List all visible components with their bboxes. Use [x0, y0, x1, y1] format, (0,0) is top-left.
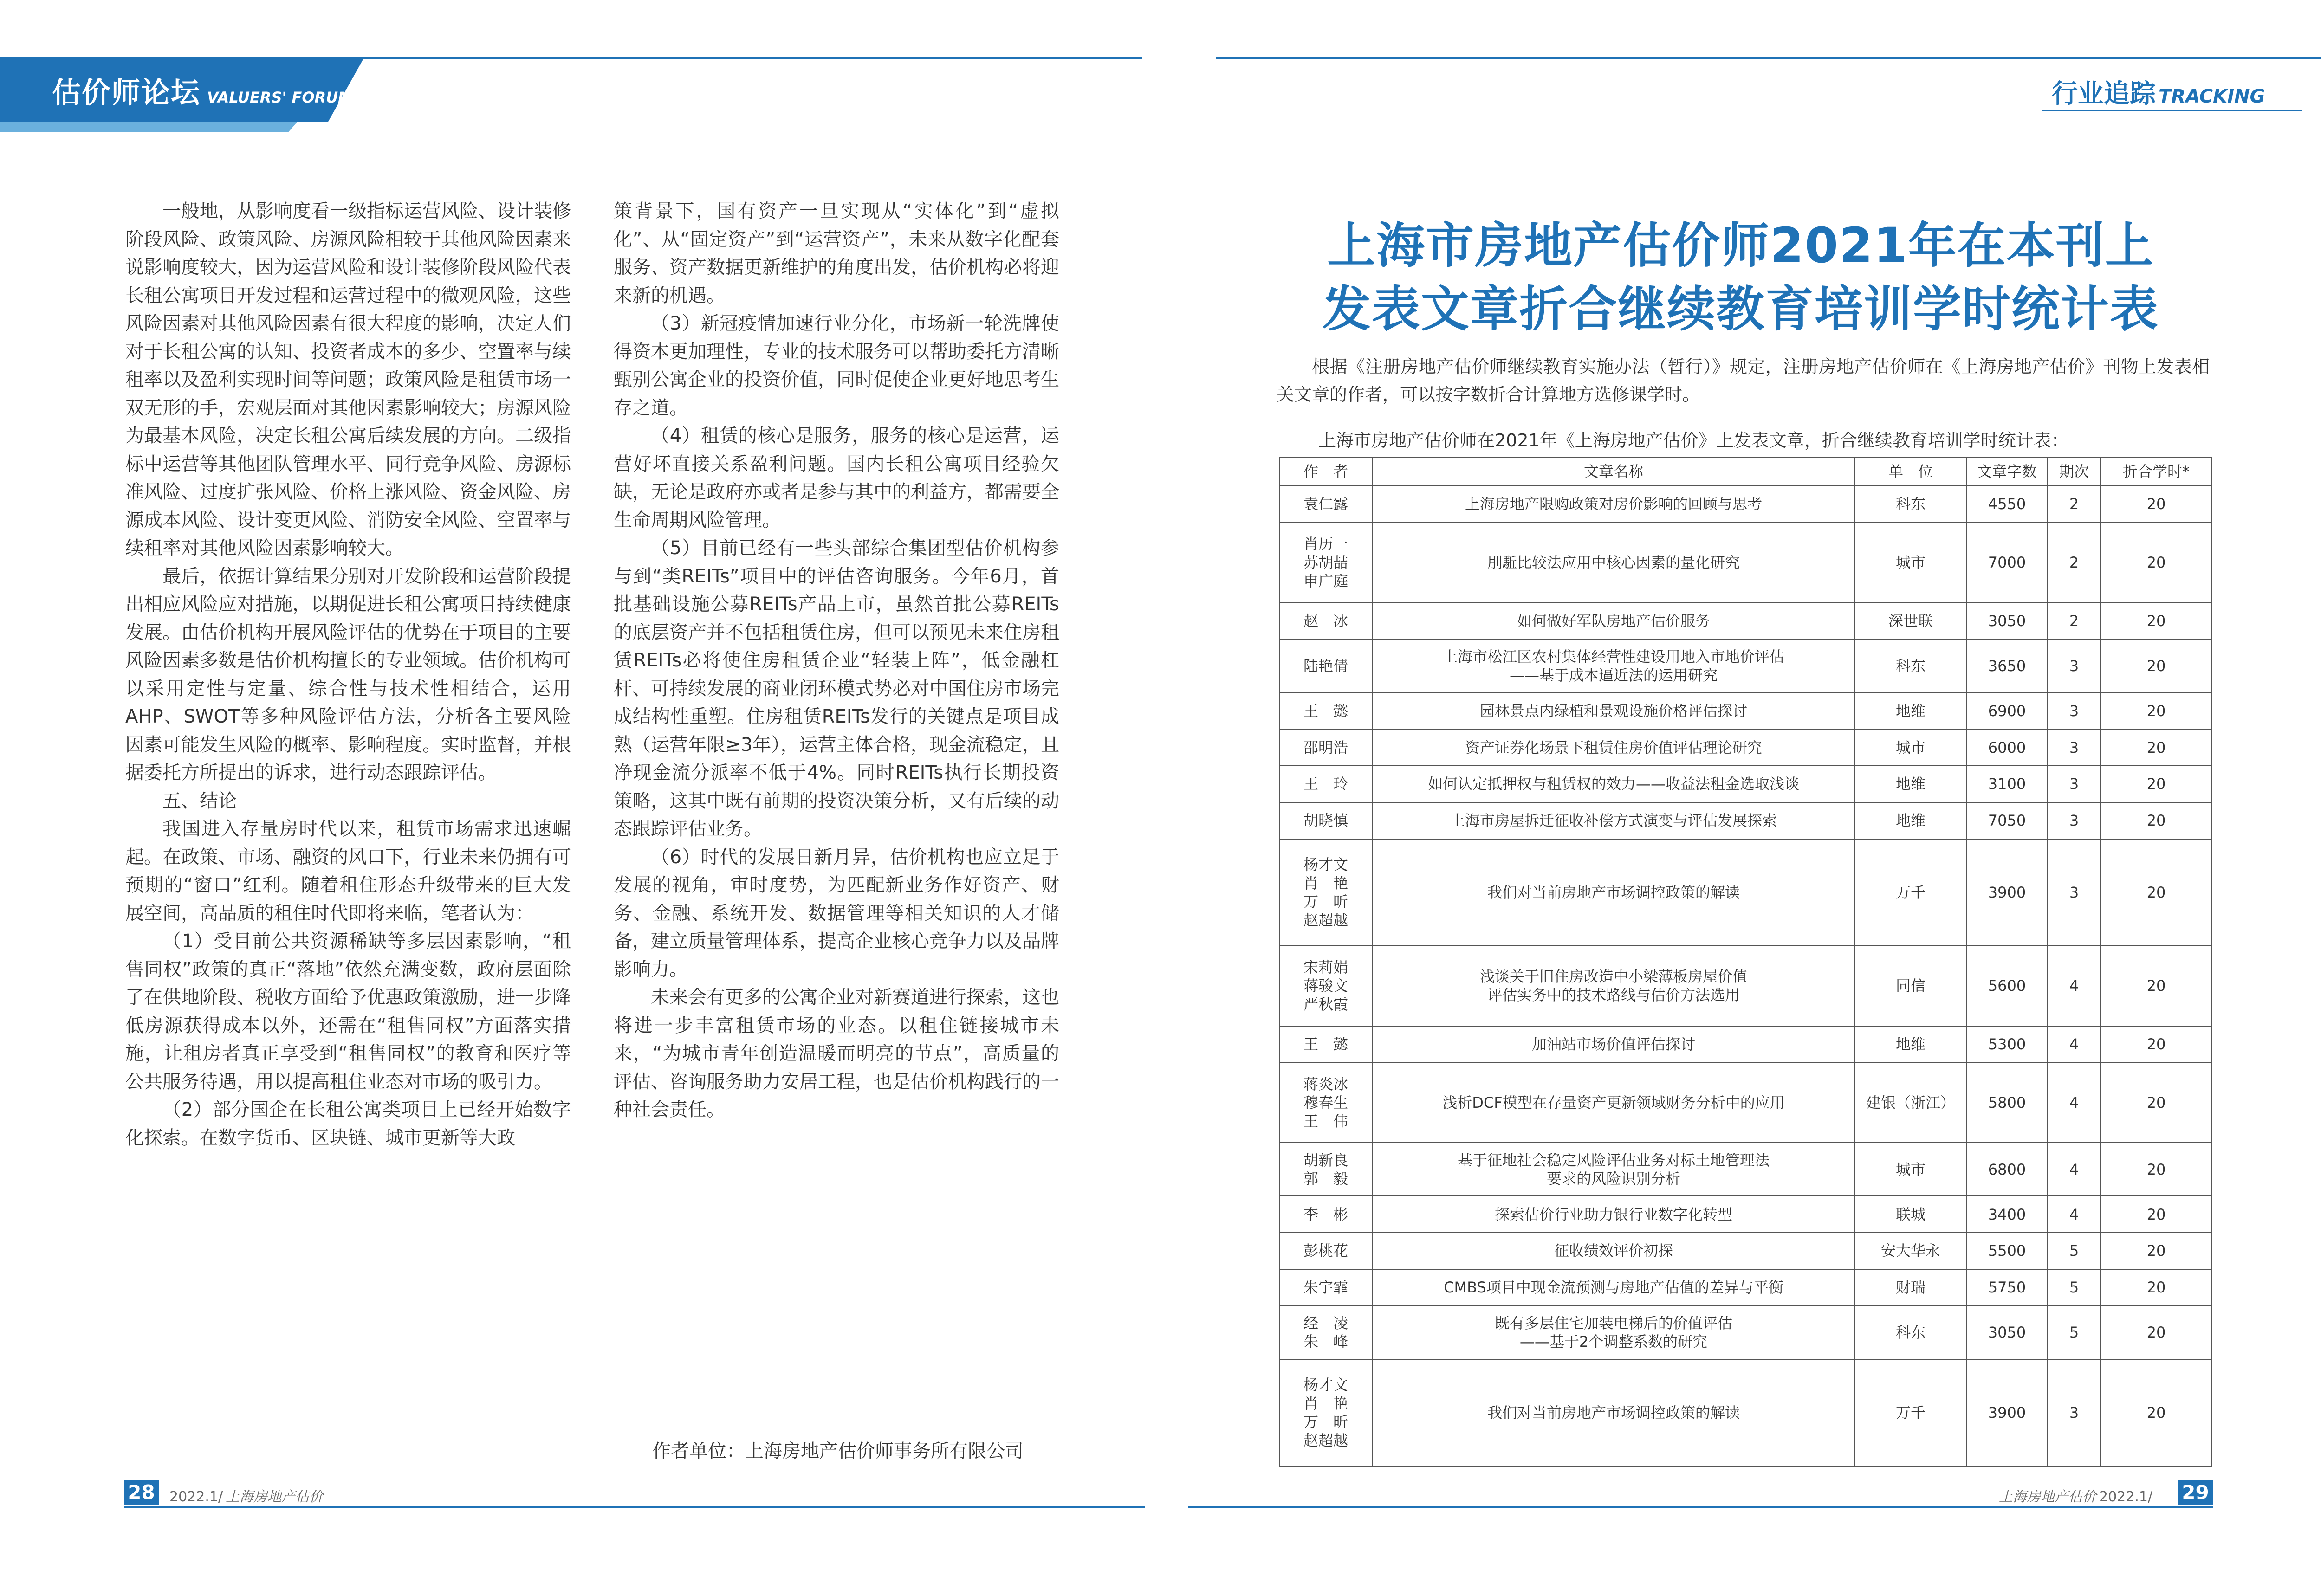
author-name: 胡晓慎: [1303, 812, 1348, 830]
table-header-row: [1279, 457, 2212, 486]
col-header-unit: 单 位: [1855, 457, 1966, 486]
paragraph: 一般地，从影响度看一级指标运营风险、设计装修阶段风险、政策风险、房源风险相较于其他风险因素来说影响度较大，因为运营风险和设计装修阶段风险代表长租公寓项目开发过程和运营过程中的微观风险，这些风险因素对其他风险因素有很大程度的影响，决定人们对于长租公寓的认知、投资者成本的多少、空置率与续租率以及盈利实现时间等问题；政策风险是租赁市场一双无形的手，宏观层面对其他因素影响较大；房源风险为最基本风险，决定长租公寓后续发展的方向。二级指标中运营等其他团队管理水平、同行竞争风险、房源标准风险、过度扩张风险、价格上涨风险、资金风险、房源成本风险、设计变更风险、消防安全风险、空置率与续租率对其他风险因素影响较大。: [125, 200, 571, 559]
cell-word-count: 5750: [1966, 1269, 2048, 1306]
cell-article-title: [1372, 1269, 1855, 1306]
cell-article-title: [1372, 946, 1855, 1026]
section-title-cn: 估价师论坛: [52, 76, 201, 110]
cell-article-title: [1372, 602, 1855, 639]
cell-credit-hours: 20: [2101, 1269, 2212, 1306]
cell-article-title: [1372, 729, 1855, 766]
table-row: [1279, 639, 2212, 692]
cell-unit: 财瑞: [1855, 1269, 1966, 1306]
author-name: 赵超越: [1303, 1431, 1348, 1449]
cell-author: [1279, 1305, 1372, 1359]
table-row: [1279, 946, 2212, 1026]
cell-word-count: 5600: [1966, 946, 2048, 1026]
article-title-line: 浅谈关于旧住房改造中小梁薄板房屋价值: [1479, 968, 1747, 986]
cell-credit-hours: 20: [2101, 1143, 2212, 1196]
article-title-line: ——基于成本逼近法的运用研究: [1509, 666, 1718, 684]
cell-word-count: 6800: [1966, 1143, 2048, 1196]
cell-issue: 2: [2048, 486, 2101, 523]
paragraph: （3）新冠疫情加速行业分化，市场新一轮洗牌使得资本更加理性，专业的技术服务可以帮助委托方清晰甄别公寓企业的投资价值，同时促使企业更好地思考生存之道。: [614, 313, 1059, 419]
author-name: 郭 毅: [1303, 1170, 1348, 1188]
article-title-line: 评估实务中的技术路线与估价方法选用: [1487, 986, 1740, 1004]
cell-issue: 3: [2048, 839, 2101, 946]
cell-word-count: 7000: [1966, 523, 2048, 603]
cell-issue: 4: [2048, 1026, 2101, 1063]
cell-unit: 地维: [1855, 766, 1966, 802]
footer-rule-left: [124, 1506, 1145, 1508]
cell-unit: 城市: [1855, 523, 1966, 603]
cell-issue: 3: [2048, 766, 2101, 802]
cell-word-count: 3650: [1966, 639, 2048, 692]
paragraph: 未来会有更多的公寓企业对新赛道进行探索，这也将进一步丰富租赁市场的业态。以租住链接城市未来，“为城市青年创造温暖而明亮的节点”，高质量的评估、咨询服务助力安居工程，也是估价机构践行的一种社会责任。: [614, 987, 1059, 1120]
cell-unit: 科东: [1855, 1305, 1966, 1359]
author-affiliation: 作者单位：上海房地产估价师事务所有限公司: [652, 1441, 1024, 1462]
cell-word-count: 3900: [1966, 839, 2048, 946]
cell-unit: 联城: [1855, 1196, 1966, 1233]
section-title-right: [2052, 73, 2265, 110]
author-name: 肖 艳: [1303, 874, 1348, 892]
cell-credit-hours: 20: [2101, 692, 2212, 729]
article-intro: 根据《注册房地产估价师继续教育实施办法（暂行）》规定，注册房地产估价师在《上海房地产估价》刊物上发表相关文章的作者，可以按字数折合计算地方选修课学时。: [1277, 356, 2210, 405]
cell-author: [1279, 639, 1372, 692]
author-name: 赵 冰: [1303, 612, 1348, 630]
article-title-line: 上海市松江区农村集体经营性建设用地入市地价评估: [1442, 647, 1784, 666]
author-name: 袁仁露: [1303, 495, 1348, 513]
cell-author: [1279, 1269, 1372, 1306]
table-row: [1279, 1143, 2212, 1196]
cell-author: [1279, 692, 1372, 729]
cell-issue: 2: [2048, 523, 2101, 603]
author-name: 邵明浩: [1303, 738, 1348, 756]
article-title-line: 园林景点内绿植和景观设施价格评估探讨: [1479, 702, 1747, 720]
cell-word-count: 3900: [1966, 1359, 2048, 1466]
cell-unit: 城市: [1855, 1143, 1966, 1196]
cell-unit: 建银（浙江）: [1855, 1062, 1966, 1143]
cell-article-title: [1372, 639, 1855, 692]
cell-issue: 3: [2048, 729, 2101, 766]
credit-hours-table: [1279, 457, 2212, 1467]
paragraph: 最后，依据计算结果分别对开发阶段和运营阶段提出相应风险应对措施，以期促进长租公寓项目持续健康发展。由估价机构开展风险评估的优势在于项目的主要风险因素多数是估价机构擅长的专业领域。估价机构可以采用定性与定量、综合性与技术性相结合，运用AHP、SWOT等多种风险评估方法，分析各主要风险因素可能发生风险的概率、影响程度。实时监督，并根据委托方所提出的诉求，进行动态跟踪评估。: [125, 565, 571, 783]
section-banner-accent: [0, 122, 297, 132]
table-row: [1279, 1062, 2212, 1143]
article-title-line: 探索估价行业助力银行业数字化转型: [1494, 1205, 1732, 1223]
author-name: 蒋骏文: [1303, 977, 1348, 995]
footer-right: [1996, 1485, 2152, 1506]
paragraph: （5）目前已经有一些头部综合集团型估价机构参与到“类REITs”项目中的评估咨询服务。今年6月，首批基础设施公募REITs产品上市，虽然首批公募REITs的底层资产并不包括租赁住房，但可以预见未来住房租赁REITs必将使住房租赁企业“轻装上阵”，低金融杠杆、可持续发展的商业闭环模式势必对中国住房市场完成结构性重塑。住房租赁REITs发行的关键点是项目成熟（运营年限≥3年），运营主体合格，现金流稳定，且净现金流分派率不低于4%。同时REITs执行长期投资策略，这其中既有前期的投资决策分析，又有后续的动态跟踪评估业务。: [614, 537, 1059, 840]
cell-issue: 2: [2048, 602, 2101, 639]
cell-unit: 城市: [1855, 729, 1966, 766]
article-title-line-1: 上海市房地产估价师2021年在本刊上: [1327, 217, 2154, 274]
header-rule-right: [1216, 57, 2321, 59]
author-name: 彭桃花: [1303, 1242, 1348, 1260]
cell-issue: 4: [2048, 946, 2101, 1026]
cell-credit-hours: 20: [2101, 729, 2212, 766]
col-header-issue: 期次: [2048, 457, 2101, 486]
section-title-right-en: TRACKING: [2159, 86, 2265, 107]
table-row: [1279, 1305, 2212, 1359]
cell-author: [1279, 1233, 1372, 1269]
left-text-column: [125, 197, 571, 1152]
page-number-right: 29: [2178, 1480, 2213, 1505]
cell-article-title: [1372, 766, 1855, 802]
right-text-column: [614, 197, 1059, 1124]
cell-unit: 地维: [1855, 802, 1966, 839]
table-row: [1279, 692, 2212, 729]
cell-article-title: [1372, 1026, 1855, 1063]
footer-magazine-name: 上海房地产估价: [1999, 1489, 2096, 1505]
cell-article-title: [1372, 1233, 1855, 1269]
cell-author: [1279, 523, 1372, 603]
cell-author: [1279, 1143, 1372, 1196]
article-title-line: 如何做好军队房地产估价服务: [1517, 612, 1710, 630]
cell-issue: 5: [2048, 1305, 2101, 1359]
article-title-line: 上海市房屋拆迁征收补偿方式演变与评估发展探索: [1450, 812, 1777, 830]
cell-credit-hours: 20: [2101, 946, 2212, 1026]
footer-rule-right: [1188, 1506, 2213, 1508]
cell-unit: 深世联: [1855, 602, 1966, 639]
article-title-line: 浅析DCF模型在存量资产更新领域财务分析中的应用: [1442, 1093, 1785, 1111]
article-title-line: ——基于2个调整系数的研究: [1519, 1333, 1708, 1351]
cell-word-count: 5300: [1966, 1026, 2048, 1063]
table-row: [1279, 839, 2212, 946]
section-title-en: VALUERS' FORUM: [207, 89, 353, 106]
cell-word-count: 5500: [1966, 1233, 2048, 1269]
cell-unit: 科东: [1855, 639, 1966, 692]
col-header-author: 作 者: [1279, 457, 1372, 486]
cell-unit: 地维: [1855, 692, 1966, 729]
table-row: [1279, 1359, 2212, 1466]
table-row: [1279, 1233, 2212, 1269]
author-name: 肖历一: [1303, 535, 1348, 553]
paragraph: 我国进入存量房时代以来，租赁市场需求迅速崛起。在政策、市场、融资的风口下，行业未来仍拥有可预期的“窗口”红利。随着租住形态升级带来的巨大发展空间，高品质的租住时代即将来临，笔者认为：: [125, 818, 571, 924]
table-row: [1279, 1269, 2212, 1306]
author-name: 朱 峰: [1303, 1333, 1348, 1351]
author-name: 申广庭: [1303, 572, 1348, 590]
article-title-line: 我们对当前房地产市场调控政策的解读: [1487, 883, 1740, 901]
paragraph: （4）租赁的核心是服务，服务的核心是运营，运营好坏直接关系盈利问题。国内长租公寓项目经验欠缺，无论是政府亦或者是参与其中的利益方，都需要全生命周期风险管理。: [614, 425, 1059, 531]
cell-word-count: 6900: [1966, 692, 2048, 729]
cell-word-count: 3050: [1966, 602, 2048, 639]
article-title-line: 刖駈比较法应用中核心因素的量化研究: [1487, 554, 1740, 572]
article-title-line: 我们对当前房地产市场调控政策的解读: [1487, 1403, 1740, 1422]
cell-issue: 4: [2048, 1062, 2101, 1143]
author-name: 王 玲: [1303, 775, 1348, 793]
table-caption: 上海市房地产估价师在2021年《上海房地产估价》上发表文章，折合继续教育培训学时统计表：: [1318, 430, 2069, 451]
cell-issue: 5: [2048, 1269, 2101, 1306]
table-row: [1279, 1196, 2212, 1233]
cell-author: [1279, 1026, 1372, 1063]
cell-issue: 3: [2048, 692, 2101, 729]
footer-left: [169, 1485, 326, 1506]
article-title-line: CMBS项目中现金流预测与房地产估值的差异与平衡: [1444, 1279, 1783, 1297]
cell-unit: 同信: [1855, 946, 1966, 1026]
cell-author: [1279, 1062, 1372, 1143]
article-title-line: 资产证券化场景下租赁住房价值评估理论研究: [1465, 738, 1762, 756]
author-name: 宋莉娟: [1303, 958, 1348, 976]
cell-article-title: [1372, 1359, 1855, 1466]
cell-word-count: 7050: [1966, 802, 2048, 839]
cell-credit-hours: 20: [2101, 1305, 2212, 1359]
cell-article-title: [1372, 839, 1855, 946]
author-name: 王 懿: [1303, 1035, 1348, 1053]
table-row: [1279, 486, 2212, 523]
cell-word-count: 3400: [1966, 1196, 2048, 1233]
section-title-right-rule: [2042, 110, 2302, 111]
author-name: 万 昕: [1303, 892, 1348, 911]
cell-author: [1279, 486, 1372, 523]
cell-unit: 科东: [1855, 486, 1966, 523]
author-name: 苏胡喆: [1303, 554, 1348, 572]
article-title-line: 如何认定抵押权与租赁权的效力——收益法租金选取浅谈: [1427, 775, 1799, 793]
cell-unit: 万千: [1855, 1359, 1966, 1466]
cell-author: [1279, 602, 1372, 639]
author-name: 穆春生: [1303, 1093, 1348, 1111]
cell-article-title: [1372, 1196, 1855, 1233]
article-title-line: 既有多层住宅加装电梯后的价值评估: [1494, 1314, 1732, 1332]
cell-author: [1279, 1359, 1372, 1466]
author-name: 胡新良: [1303, 1151, 1348, 1169]
article-title-line: 上海房地产限购政策对房价影响的回顾与思考: [1465, 495, 1762, 513]
cell-credit-hours: 20: [2101, 486, 2212, 523]
author-name: 李 彬: [1303, 1205, 1348, 1223]
section-title-left: [52, 70, 353, 111]
article-title-line-2: 发表文章折合继续教育培训学时统计表: [1322, 281, 2159, 337]
footer-issue: 2022.1/: [169, 1489, 223, 1505]
footer-issue: 2022.1/: [2099, 1489, 2153, 1505]
table-row: [1279, 729, 2212, 766]
author-name: 经 凌: [1303, 1314, 1348, 1332]
cell-credit-hours: 20: [2101, 1233, 2212, 1269]
cell-issue: 3: [2048, 802, 2101, 839]
author-name: 王 懿: [1303, 702, 1348, 720]
cell-credit-hours: 20: [2101, 639, 2212, 692]
footer-magazine-name: 上海房地产估价: [226, 1489, 324, 1505]
cell-article-title: [1372, 486, 1855, 523]
cell-issue: 3: [2048, 639, 2101, 692]
cell-word-count: 3100: [1966, 766, 2048, 802]
cell-author: [1279, 839, 1372, 946]
cell-word-count: 6000: [1966, 729, 2048, 766]
cell-unit: 地维: [1855, 1026, 1966, 1063]
col-header-hours: 折合学时*: [2101, 457, 2212, 486]
paragraph: （6）时代的发展日新月异，估价机构也应立足于发展的视角，审时度势，为匹配新业务作好资产、财务、金融、系统开发、数据管理等相关知识的人才储备，建立质量管理体系，提高企业核心竞争力以及品牌影响力。: [614, 846, 1059, 980]
table-row: [1279, 802, 2212, 839]
author-name: 肖 艳: [1303, 1394, 1348, 1412]
table-row: [1279, 766, 2212, 802]
cell-article-title: [1372, 802, 1855, 839]
paragraph: （2）部分国企在长租公寓类项目上已经开始数字化探索。在数字货币、区块链、城市更新等大政: [125, 1099, 571, 1149]
cell-author: [1279, 1196, 1372, 1233]
cell-unit: 安大华永: [1855, 1233, 1966, 1269]
cell-credit-hours: 20: [2101, 523, 2212, 603]
cell-credit-hours: 20: [2101, 1359, 2212, 1466]
table-row: [1279, 602, 2212, 639]
cell-credit-hours: 20: [2101, 1196, 2212, 1233]
author-name: 朱宇霏: [1303, 1279, 1348, 1297]
article-title-line: 要求的风险识别分析: [1546, 1170, 1680, 1188]
cell-issue: 5: [2048, 1233, 2101, 1269]
cell-article-title: [1372, 1062, 1855, 1143]
article-title-line: 征收绩效评价初探: [1554, 1242, 1673, 1260]
author-name: 蒋炎冰: [1303, 1075, 1348, 1093]
cell-author: [1279, 729, 1372, 766]
author-name: 杨才文: [1303, 1376, 1348, 1394]
cell-article-title: [1372, 1305, 1855, 1359]
cell-issue: 4: [2048, 1143, 2101, 1196]
cell-credit-hours: 20: [2101, 602, 2212, 639]
section-title-right-cn: 行业追踪: [2052, 79, 2156, 109]
cell-article-title: [1372, 692, 1855, 729]
table-row: [1279, 1026, 2212, 1063]
article-title-line: 加油站市场价值评估探讨: [1531, 1035, 1695, 1053]
cell-credit-hours: 20: [2101, 1026, 2212, 1063]
page-number-left: 28: [124, 1480, 159, 1505]
cell-unit: 万千: [1855, 839, 1966, 946]
cell-word-count: 3050: [1966, 1305, 2048, 1359]
author-name: 陆艳倩: [1303, 657, 1348, 675]
article-title-line: 基于征地社会稳定风险评估业务对标土地管理法: [1457, 1151, 1770, 1169]
author-name: 严秋霞: [1303, 995, 1348, 1014]
cell-word-count: 4550: [1966, 486, 2048, 523]
author-name: 王 伟: [1303, 1112, 1348, 1130]
cell-article-title: [1372, 1143, 1855, 1196]
cell-issue: 3: [2048, 1359, 2101, 1466]
cell-credit-hours: 20: [2101, 1062, 2212, 1143]
cell-credit-hours: 20: [2101, 802, 2212, 839]
cell-word-count: 5800: [1966, 1062, 2048, 1143]
paragraph: 策背景下，国有资产一旦实现从“实体化”到“虚拟化”、从“固定资产”到“运营资产”，未来从数字化配套服务、资产数据更新维护的角度出发，估价机构必将迎来新的机遇。: [614, 200, 1059, 306]
author-name: 杨才文: [1303, 855, 1348, 873]
cell-author: [1279, 946, 1372, 1026]
col-header-title: 文章名称: [1372, 457, 1855, 486]
cell-credit-hours: 20: [2101, 839, 2212, 946]
col-header-words: 文章字数: [1966, 457, 2048, 486]
paragraph: （1）受目前公共资源稀缺等多层因素影响，“租售同权”政策的真正“落地”依然充满变数，政府层面除了在供地阶段、税收方面给予优惠政策激励，进一步降低房源获得成本以外，还需在“租售同权”方面落实措施，让租房者真正享受到“租售同权”的教育和医疗等公共服务待遇，用以提高租住业态对市场的吸引力。: [125, 930, 571, 1092]
cell-article-title: [1372, 523, 1855, 603]
author-name: 赵超越: [1303, 911, 1348, 929]
table-row: [1279, 523, 2212, 603]
author-name: 万 昕: [1303, 1413, 1348, 1431]
cell-author: [1279, 802, 1372, 839]
cell-issue: 4: [2048, 1196, 2101, 1233]
cell-credit-hours: 20: [2101, 766, 2212, 802]
cell-author: [1279, 766, 1372, 802]
section-heading: 五、结论: [162, 790, 237, 812]
